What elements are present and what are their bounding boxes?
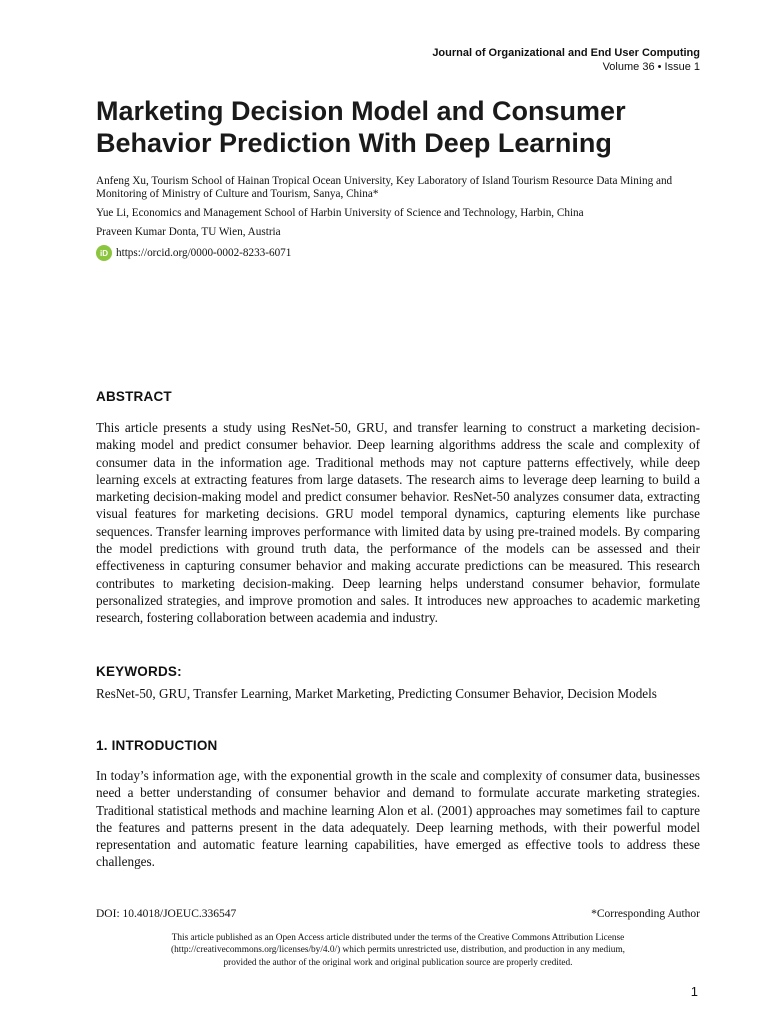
introduction-heading: 1. INTRODUCTION [96,738,218,753]
license-line-2: (http://creativecommons.org/licenses/by/4.0/) which permits unrestricted use, distribution, and production in any medium, [171,945,625,956]
title-line-2: Behavior Prediction With Deep Learning [96,128,612,158]
abstract-text: This article presents a study using ResNet-50, GRU, and transfer learning to construct a marketing decision-making model and predict consumer behavior. Deep learning algorithms address the scale and complexity of consumer data in the information age. Traditional methods may not capture patterns effectively, while deep learning excels at extracting features from large datasets. The research aims to leverage deep learning to build a marketing decision-making model and predict consumer behavior. ResNet-50 analyzes consumer data, extracting visual features for marketing decisions. GRU model temporal dynamics, capturing elements like purchase sequences. Transfer learning improves performance with limited data by using pre-trained models. By comparing the model predictions with ground truth data, the performance of the models can be assessed and their effectiveness in capturing consumer behavior and making accurate predictions can be measured. This research contributes to marketing decision-making. Deep learning helps understand consumer behavior, formulate personalized strategies, and improve promotion and sales. It introduces new approaches to academic marketing research, fostering collaboration between academia and industry. [96,420,700,626]
keywords-text: ResNet-50, GRU, Transfer Learning, Market Marketing, Predicting Consumer Behavior, Decision Models [96,686,657,701]
title-line-1: Marketing Decision Model and Consumer [96,96,626,126]
volume-issue: Volume 36 • Issue 1 [602,61,700,73]
journal-header [432,46,700,74]
author-affiliation-2: Yue Li, Economics and Management School of Harbin University of Science and Technology, Harbin, China [96,207,584,219]
author-affiliation-1: Anfeng Xu, Tourism School of Hainan Tropical Ocean University, Key Laboratory of Island Tourism Resource Data Mining and Monitoring of Ministry of Culture and Tourism, Sanya, China* [96,175,673,200]
corresponding-author-note: *Corresponding Author [591,908,700,920]
orcid-row [96,245,702,261]
orcid-icon: iD [96,245,112,261]
license-line-1: This article published as an Open Access article distributed under the terms of the Creative Commons Attribution License [171,933,625,943]
journal-name: Journal of Organizational and End User Computing [432,47,700,59]
introduction-text: In today’s information age, with the exponential growth in the scale and complexity of consumer data, businesses need a better understanding of consumer behavior and demand to formulate accurate marketing strategies. Traditional statistical methods and machine learning Alon et al. (2001) approaches may sometimes fail to capture the features and patterns present in the data adequately. Deep learning methods, with their powerful model representation and automatic feature learning capabilities, have emerged as effective tools to address these challenges. [96,768,700,870]
orcid-link[interactable]: https://orcid.org/0000-0002-8233-6071 [116,246,292,259]
author-affiliation-3: Praveen Kumar Donta, TU Wien, Austria [96,226,281,238]
page-number: 1 [690,984,698,999]
author-list [96,175,702,261]
license-line-3: provided the author of the original work and original publication source are properly credited. [223,957,573,968]
doi: DOI: 10.4018/JOEUC.336547 [96,908,237,920]
license-notice [96,932,700,969]
abstract-heading: ABSTRACT [96,389,172,404]
keywords-heading: KEYWORDS: [96,664,182,679]
paper-title [96,95,696,159]
